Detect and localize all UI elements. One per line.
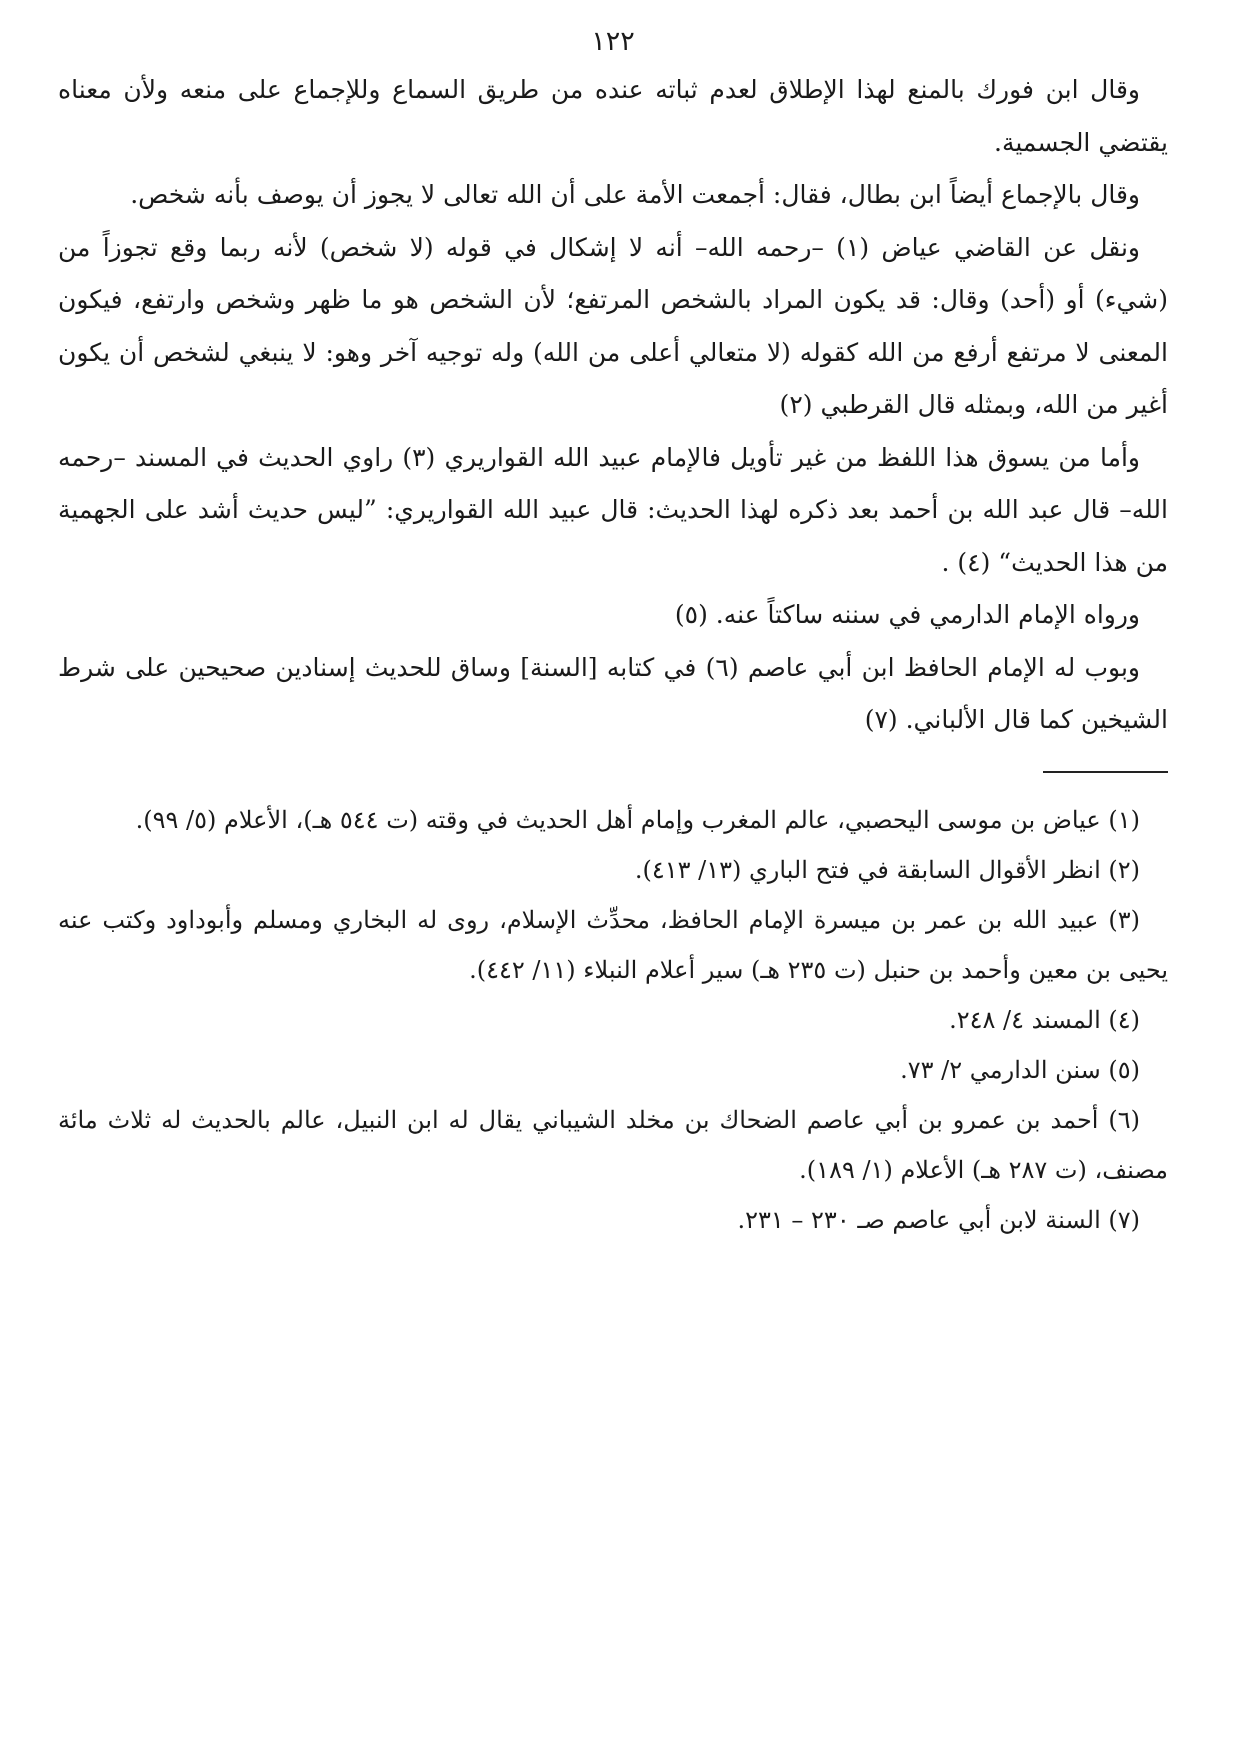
footnote: (٣) عبيد الله بن عمر بن ميسرة الإمام الحافظ، محدِّث الإسلام، روى له البخاري ومسلم وأبوداود وكتب عنه يحيى بن معين وأحمد بن حنبل (ت ٢٣٥ هـ) سير أعلام النبلاء (١١/ ٤٤٢). <box>58 905 1168 984</box>
document-page <box>58 22 1168 1245</box>
footnote: (١) عياض بن موسى اليحصبي، عالم المغرب وإمام أهل الحديث في وقته (ت ٥٤٤ هـ)، الأعلام (٥/ ٩٩). <box>135 805 1140 834</box>
paragraph: وأما من يسوق هذا اللفظ من غير تأويل فالإمام عبيد الله القواريري (٣) راوي الحديث في المسند –رحمه الله– قال عبد الله بن أحمد بعد ذكره لهذا الحديث: قال عبيد الله القواريري: ”ليس حديث أشد على الجهمية من هذا الحديث“ (٤) . <box>58 442 1168 577</box>
footnote: (٤) المسند ٤/ ٢٤٨. <box>949 1005 1140 1034</box>
main-text <box>58 64 1168 747</box>
footnotes <box>58 795 1168 1245</box>
footnote: (٧) السنة لابن أبي عاصم صـ ٢٣٠ – ٢٣١. <box>737 1205 1140 1234</box>
paragraph: وبوب له الإمام الحافظ ابن أبي عاصم (٦) في كتابه [السنة] وساق للحديث إسنادين صحيحين على شرط الشيخين كما قال الألباني. (٧) <box>58 652 1168 734</box>
paragraph: ورواه الإمام الدارمي في سننه ساكتاً عنه. (٥) <box>674 600 1140 629</box>
paragraph: وقال ابن فورك بالمنع لهذا الإطلاق لعدم ثباته عنده من طريق السماع وللإجماع على منعه ولأن معناه يقتضي الجسمية. <box>58 75 1168 157</box>
footnote-separator <box>1043 771 1168 773</box>
paragraph: ونقل عن القاضي عياض (١) –رحمه الله– أنه لا إشكال في قوله (لا شخص) لأنه ربما وقع تجوزاً من (شيء) أو (أحد) وقال: قد يكون المراد بالشخص المرتفع؛ لأن الشخص هو ما ظهر وشخص وارتفع، فيكون المعنى لا مرتفع أرفع من الله كقوله (لا متعالي أعلى من الله) وله توجيه آخر وهو: لا ينبغي لشخص أن يكون أغير من الله، وبمثله قال القرطبي (٢) <box>58 232 1168 419</box>
footnote: (٥) سنن الدارمي ٢/ ٧٣. <box>900 1055 1140 1084</box>
paragraph: وقال بالإجماع أيضاً ابن بطال، فقال: أجمعت الأمة على أن الله تعالى لا يجوز أن يوصف بأنه شخص. <box>130 180 1140 209</box>
footnote: (٦) أحمد بن عمرو بن أبي عاصم الضحاك بن مخلد الشيباني يقال له ابن النبيل، عالم بالحديث له ثلاث مائة مصنف، (ت ٢٨٧ هـ) الأعلام (١/ ١٨٩). <box>58 1105 1168 1184</box>
page-number: ١٢٢ <box>591 26 635 57</box>
footnote: (٢) انظر الأقوال السابقة في فتح الباري (١٣/ ٤١٣). <box>634 855 1140 884</box>
